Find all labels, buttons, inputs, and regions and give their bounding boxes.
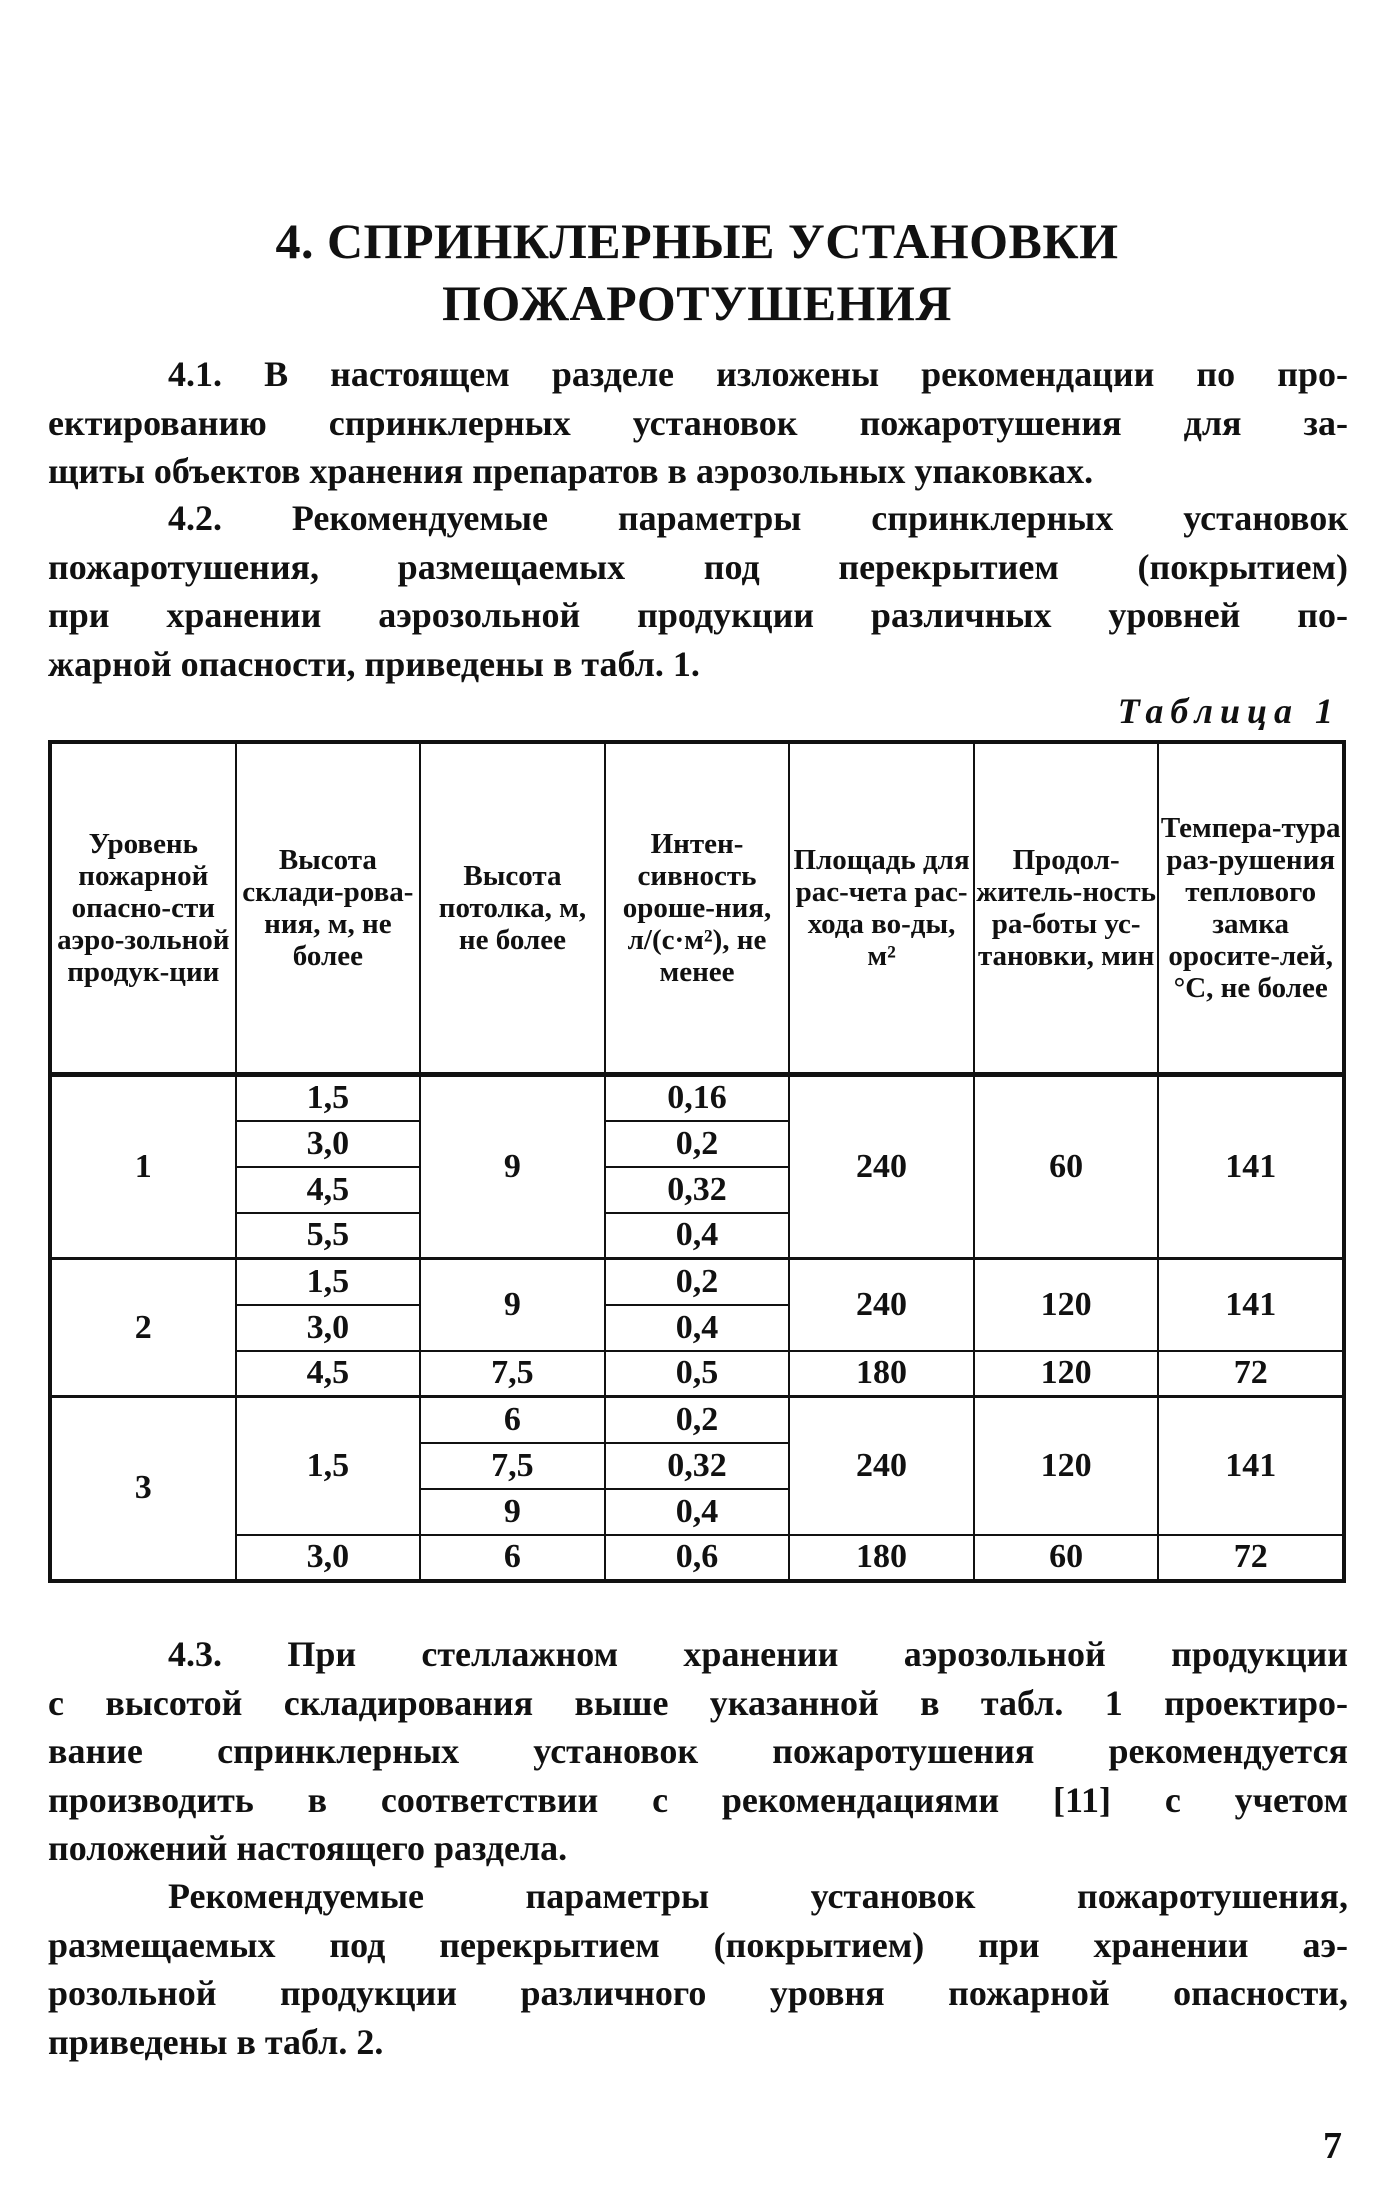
ceiling-cell: 9 [420,1075,605,1259]
text-line: положений настоящего раздела. [48,1828,568,1868]
paragraph-4-3 [48,1630,1348,1873]
text-line: Рекомендуемые параметры установок пожаротушения, [168,1876,1348,1916]
header-cell: Уровень пожарной опасно-сти аэро-зольной продук-ции [50,742,236,1075]
intensity-cell: 0,6 [605,1535,790,1581]
section-heading [0,210,1394,334]
header-cell: Продол-житель-ность ра-боты ус-тановки, мин [974,742,1159,1075]
intensity-cell: 0,5 [605,1351,790,1397]
text-line: щиты объектов хранения препаратов в аэрозольных упаковках. [48,451,1094,491]
duration-cell: 120 [974,1397,1159,1535]
text-line: приведены в табл. 2. [48,2021,384,2062]
paragraph-4-1 [48,350,1348,496]
height-cell: 1,5 [236,1259,421,1305]
header-cell: Интен-сивность ороше-ния, л/(с·м²), не менее [605,742,790,1075]
height-cell: 3,0 [236,1121,421,1167]
intensity-cell: 0,2 [605,1397,790,1443]
area-cell: 180 [789,1535,974,1581]
intensity-cell: 0,4 [605,1213,790,1259]
paragraph-4-2 [48,494,1348,688]
table-caption: Таблица 1 [1117,691,1340,731]
text-line: размещаемых под перекрытием (покрытием) при хранении аэ- [48,1924,1348,1965]
ceiling-cell: 9 [420,1259,605,1351]
intensity-cell: 0,4 [605,1305,790,1351]
level-cell: 2 [50,1259,236,1397]
text-line: 4.1. В настоящем разделе изложены рекомендации по про- [168,354,1348,394]
heading-line-2: ПОЖАРОТУШЕНИЯ [442,275,952,331]
height-cell: 1,5 [236,1075,421,1121]
table-row [50,1397,1344,1443]
duration-cell: 60 [974,1075,1159,1259]
header-cell: Высота потолка, м, не более [420,742,605,1075]
intensity-cell: 0,2 [605,1259,790,1305]
table-header-row [50,742,1344,1075]
height-cell: 3,0 [236,1535,421,1581]
ceiling-cell: 6 [420,1535,605,1581]
height-cell: 1,5 [236,1397,421,1535]
text-line: розольной продукции различного уровня пожарной опасности, [48,1973,1348,2013]
area-cell: 240 [789,1259,974,1351]
heading-line-1: 4. СПРИНКЛЕРНЫЕ УСТАНОВКИ [275,213,1119,269]
table-row [50,1075,1344,1121]
area-cell: 240 [789,1397,974,1535]
area-cell: 180 [789,1351,974,1397]
header-cell: Площадь для рас-чета рас-хода во-ды, м² [789,742,974,1075]
temp-cell: 141 [1158,1397,1344,1535]
temp-cell: 141 [1158,1259,1344,1351]
area-cell: 240 [789,1075,974,1259]
paragraph-recommended [48,1872,1348,2066]
level-cell: 3 [50,1397,236,1581]
temp-cell: 72 [1158,1351,1344,1397]
text-line: вание спринклерных установок пожаротушения рекомендуется [48,1731,1348,1771]
ceiling-cell: 7,5 [420,1443,605,1489]
ceiling-cell: 7,5 [420,1351,605,1397]
text-line: пожаротушения, размещаемых под перекрытием (покрытием) [48,546,1348,587]
intensity-cell: 0,4 [605,1489,790,1535]
text-line: жарной опасности, приведены в табл. 1. [48,643,700,684]
table-row [50,1535,1344,1581]
text-line: 4.2. Рекомендуемые параметры спринклерных установок [168,498,1348,538]
text-line: при хранении аэрозольной продукции различных уровней по- [48,595,1348,635]
intensity-cell: 0,32 [605,1167,790,1213]
header-cell: Темпера-тура раз-рушения теплового замка оросите-лей, °C, не более [1158,742,1344,1075]
height-cell: 4,5 [236,1167,421,1213]
duration-cell: 120 [974,1351,1159,1397]
height-cell: 3,0 [236,1305,421,1351]
temp-cell: 72 [1158,1535,1344,1581]
text-line: ектированию спринклерных установок пожаротушения для за- [48,402,1348,443]
table-row [50,1259,1344,1305]
height-cell: 5,5 [236,1213,421,1259]
intensity-cell: 0,2 [605,1121,790,1167]
text-line: производить в соответствии с рекомендациями [11] с учетом [48,1779,1348,1820]
height-cell: 4,5 [236,1351,421,1397]
text-line: 4.3. При стеллажном хранении аэрозольной продукции [168,1634,1348,1674]
header-cell: Высота склади-рова-ния, м, не более [236,742,421,1075]
text-line: с высотой складирования выше указанной в табл. 1 проектиро- [48,1682,1348,1723]
ceiling-cell: 9 [420,1489,605,1535]
temp-cell: 141 [1158,1075,1344,1259]
page-number: 7 [1323,2125,1342,2167]
duration-cell: 120 [974,1259,1159,1351]
level-cell: 1 [50,1075,236,1259]
duration-cell: 60 [974,1535,1159,1581]
intensity-cell: 0,32 [605,1443,790,1489]
ceiling-cell: 6 [420,1397,605,1443]
sprinkler-parameters-table [48,740,1346,1583]
table-row [50,1351,1344,1397]
intensity-cell: 0,16 [605,1075,790,1121]
